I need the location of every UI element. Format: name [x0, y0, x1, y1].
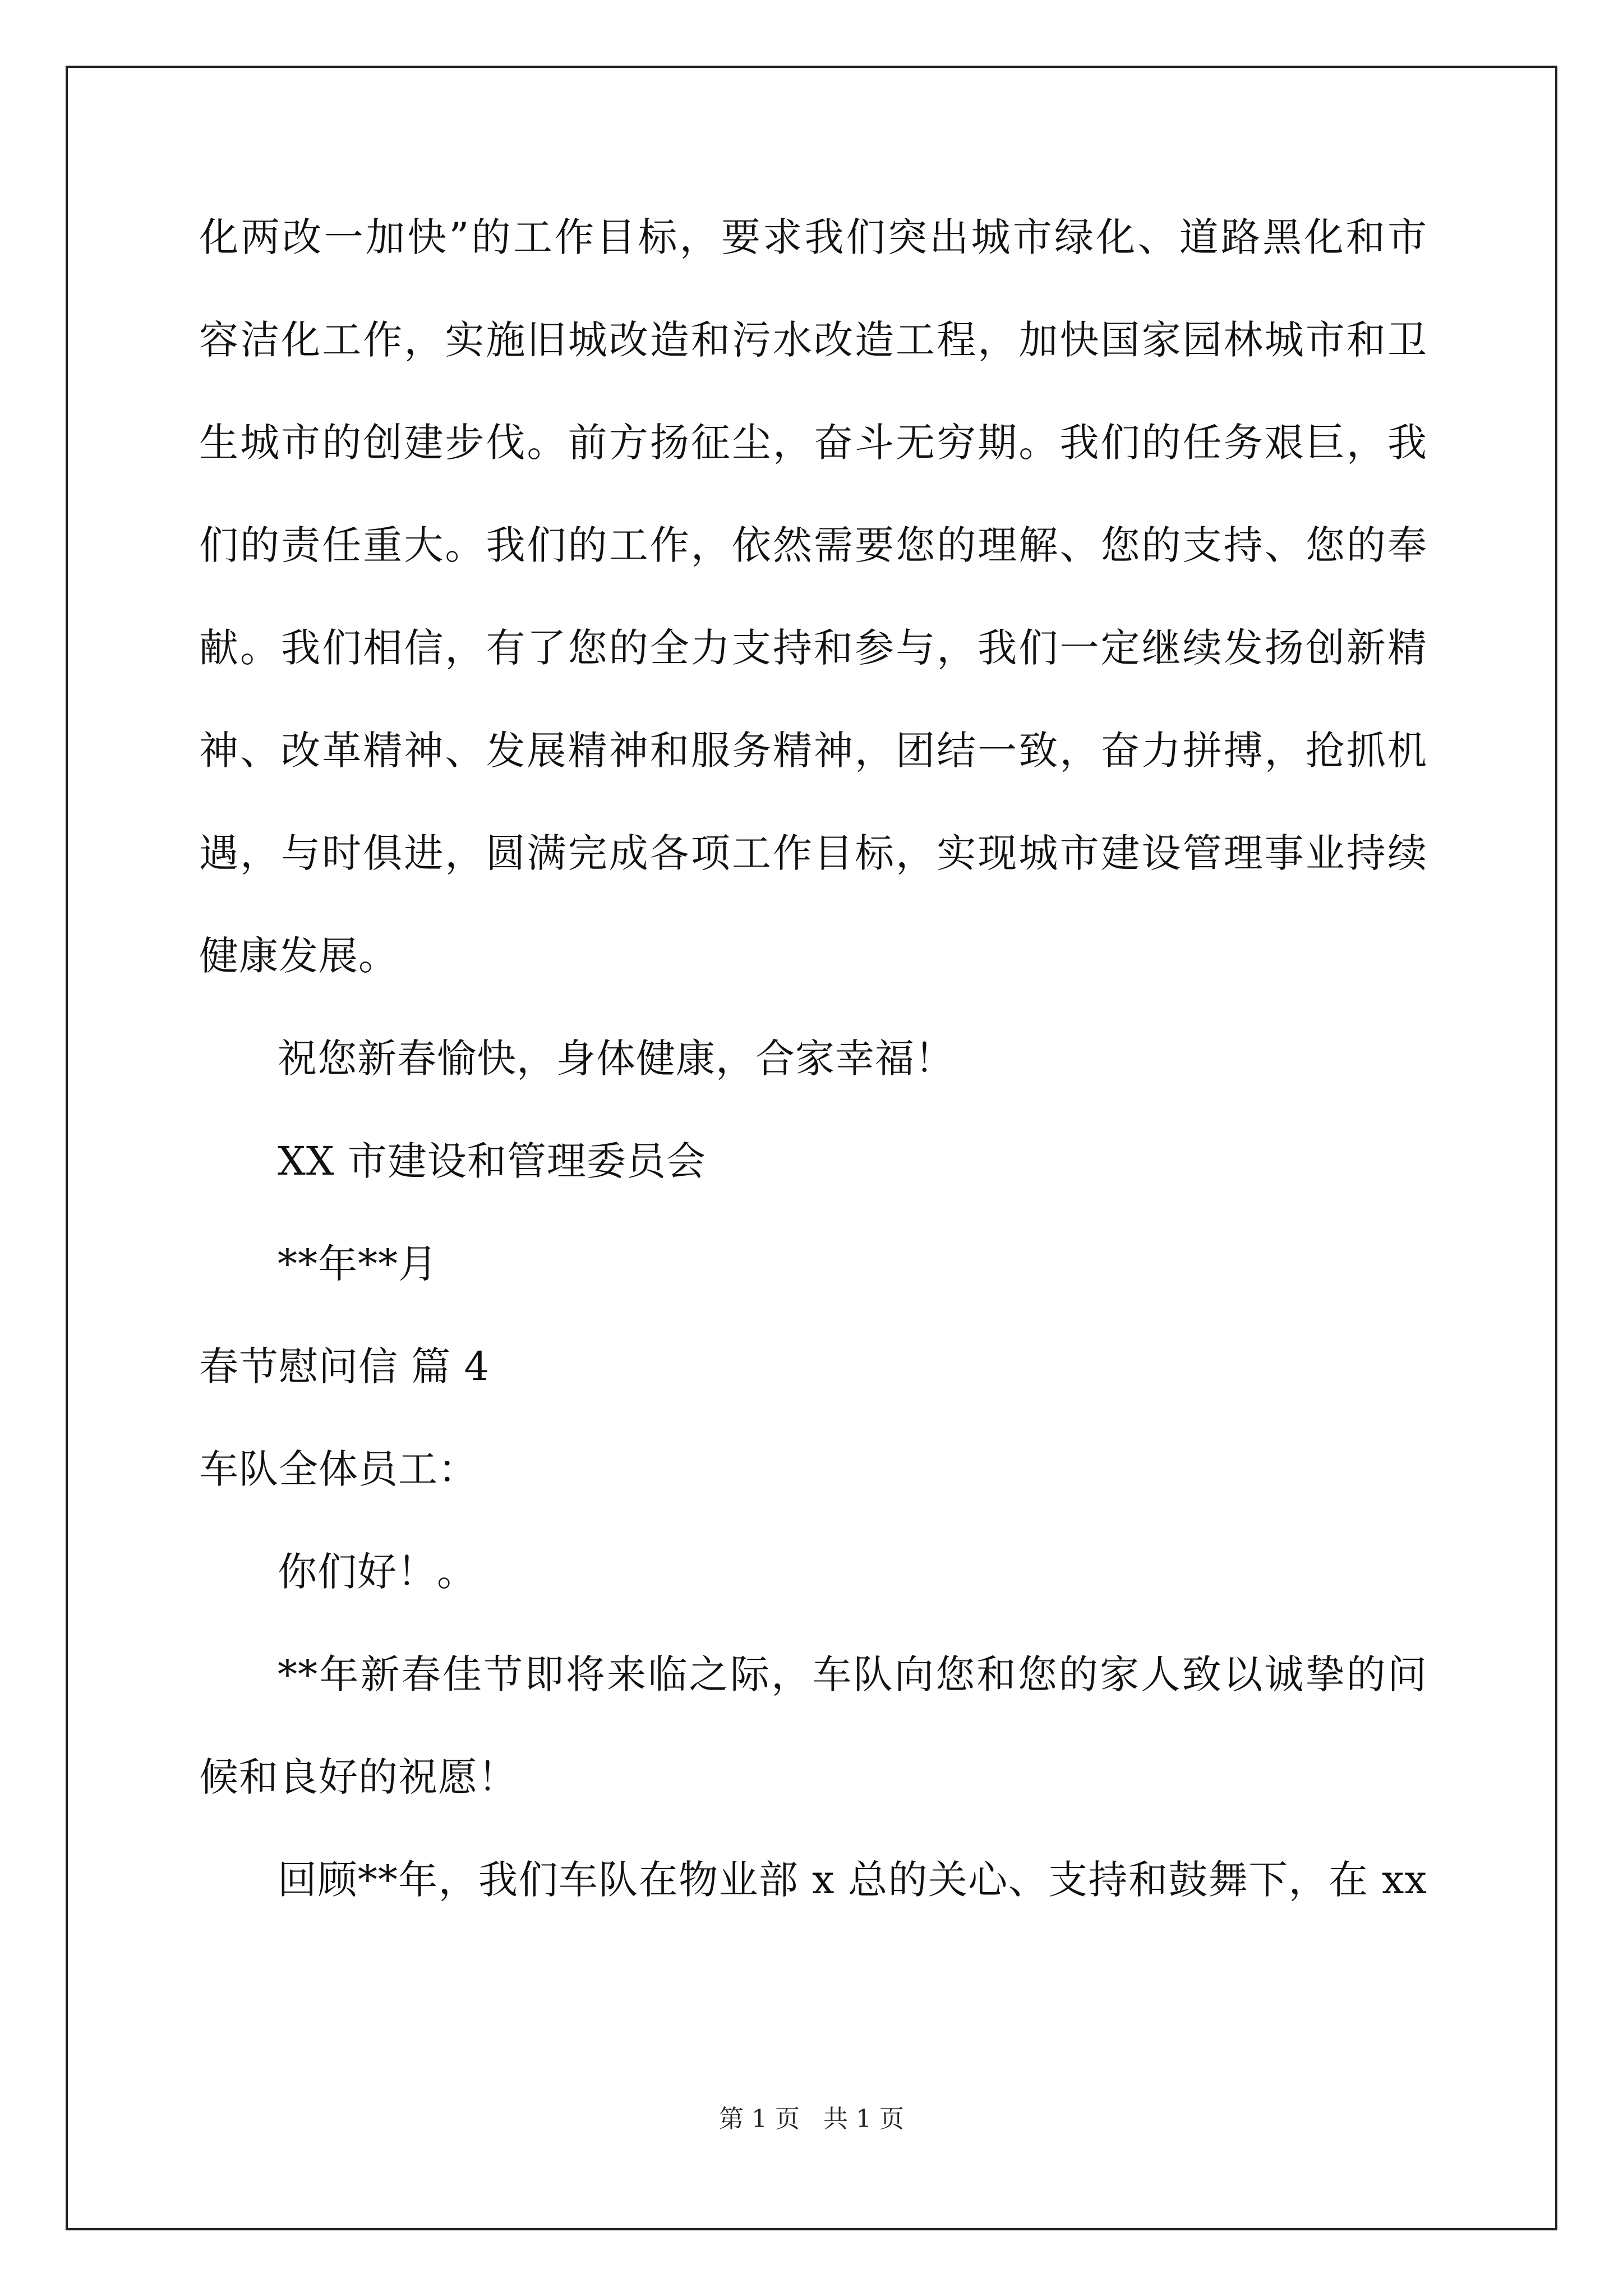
- paragraph-line: 化两改一加快”的工作目标，要求我们突出城市绿化、道路黑化和市: [199, 214, 1427, 260]
- paragraph-line: 遇，与时俱进，圆满完成各项工作目标，实现城市建设管理事业持续: [199, 830, 1427, 876]
- section-title: 春节慰问信 篇 4: [199, 1343, 490, 1389]
- paragraph-line: 候和良好的祝愿！: [199, 1754, 518, 1800]
- paragraph-line: 回顾**年，我们车队在物业部 x 总的关心、支持和鼓舞下，在 xx: [278, 1857, 1427, 1903]
- paragraph-line: 神、改革精神、发展精神和服务精神，团结一致，奋力拼搏，抢抓机: [199, 728, 1427, 774]
- paragraph-line: **年新春佳节即将来临之际，车队向您和您的家人致以诚挚的问: [278, 1651, 1427, 1697]
- salutation: 车队全体员工：: [199, 1446, 478, 1492]
- page-number-footer: 第 1 页 共 1 页: [719, 2105, 904, 2133]
- signature-organization: XX 市建设和管理委员会: [278, 1138, 706, 1184]
- paragraph-line: 生城市的创建步伐。前方扬征尘，奋斗无穷期。我们的任务艰巨，我: [199, 420, 1427, 466]
- signature-date: **年**月: [278, 1241, 438, 1287]
- greeting-wish: 祝您新春愉快，身体健康，合家幸福！: [278, 1036, 955, 1082]
- document-body: [199, 212, 1427, 1957]
- paragraph-line: 容洁化工作，实施旧城改造和污水改造工程，加快国家园林城市和卫: [199, 317, 1427, 363]
- greeting: 你们好！。: [278, 1549, 477, 1595]
- paragraph-line: 们的责任重大。我们的工作，依然需要您的理解、您的支持、您的奉: [199, 522, 1427, 568]
- paragraph-line: 献。我们相信，有了您的全力支持和参与，我们一定继续发扬创新精: [199, 625, 1427, 671]
- paragraph-line: 健康发展。: [199, 933, 398, 979]
